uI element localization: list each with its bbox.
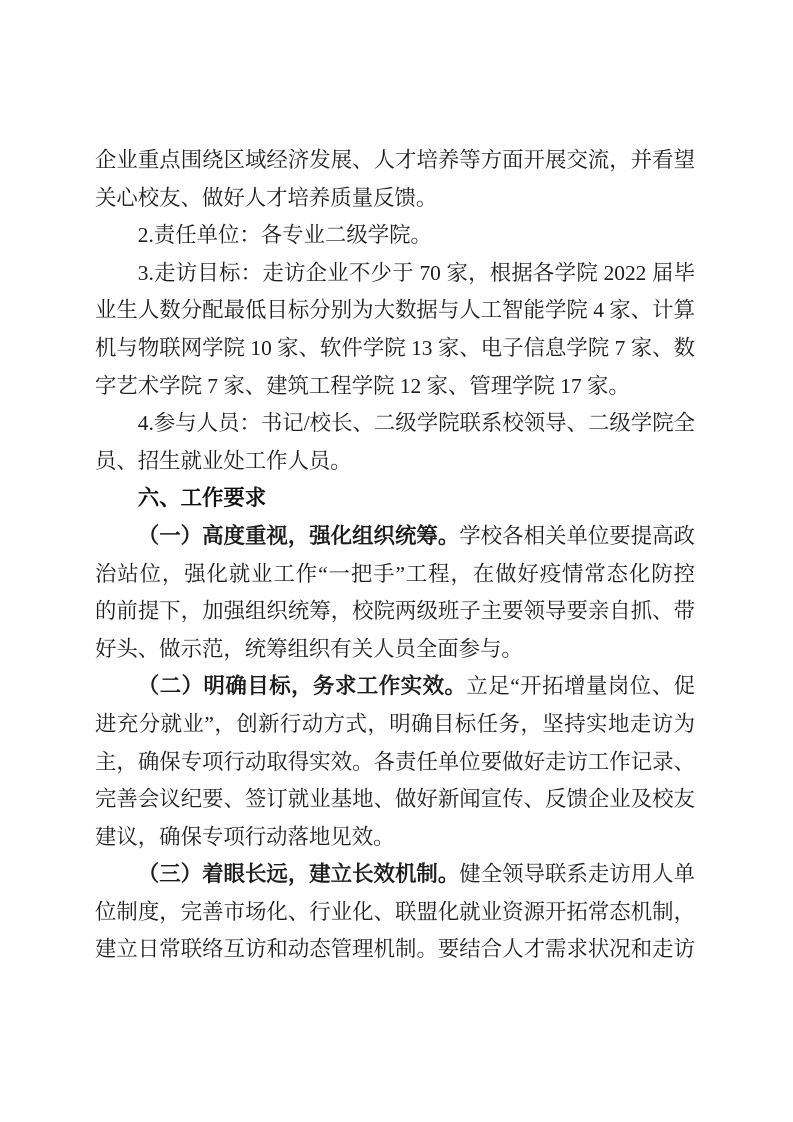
text-run: 学校各相关单位要提高政 <box>459 523 695 548</box>
text-line <box>95 856 695 894</box>
text-line <box>95 217 695 255</box>
text-run: 业生人数分配最低目标分别为大数据与人工智能学院 4 家、计算 <box>95 298 695 323</box>
text-run: 4.参与人员：书记/校长、二级学院联系校领导、二级学院全 <box>137 411 695 436</box>
bold-text-run: （三）着眼长远，建立长效机制。 <box>137 862 460 887</box>
text-run: 的前提下，加强组织统筹，校院两级班子主要领导要亲自抓、带 <box>95 599 695 624</box>
text-line <box>95 894 695 932</box>
text-line <box>95 142 695 180</box>
text-run: 完善会议纪要、签订就业基地、做好新闻宣传、反馈企业及校友 <box>95 787 695 812</box>
text-line <box>95 819 695 857</box>
text-line <box>95 368 695 406</box>
bold-text-run: 六、工作要求 <box>137 486 267 511</box>
text-run: 建立日常联络互访和动态管理机制。要结合人才需求状况和走访 <box>95 937 695 962</box>
text-line <box>95 405 695 443</box>
text-line <box>95 593 695 631</box>
text-line <box>95 556 695 594</box>
text-line <box>95 668 695 706</box>
text-line <box>95 180 695 218</box>
text-run: 企业重点围绕区域经济发展、人才培养等方面开展交流，并看望 <box>95 148 695 172</box>
para-item-3-visit-targets <box>95 255 695 405</box>
page-content <box>95 142 695 969</box>
bold-text-run: （二）明确目标，务求工作实效。 <box>137 674 467 699</box>
text-line <box>95 931 695 969</box>
text-run: 健全领导联系走访用人单 <box>459 862 695 887</box>
text-run: 好头、做示范，统筹组织有关人员全面参与。 <box>95 636 523 661</box>
text-line <box>95 781 695 819</box>
text-line <box>95 706 695 744</box>
para-item-2-responsible-units <box>95 217 695 255</box>
para-continuation-visit-exchange <box>95 142 695 217</box>
heading-section-6-work-requirements <box>95 480 695 518</box>
text-run: 字艺术学院 7 家、建筑工程学院 12 家、管理学院 17 家。 <box>95 373 630 398</box>
text-line <box>95 443 695 481</box>
text-run: 2.责任单位：各专业二级学院。 <box>137 223 432 248</box>
text-run: 关心校友、做好人才培养质量反馈。 <box>95 185 438 210</box>
text-line <box>95 330 695 368</box>
para-item-4-participants <box>95 405 695 480</box>
para-requirement-1-organization <box>95 518 695 668</box>
text-run: 建议，确保专项行动落地见效。 <box>95 824 395 849</box>
text-line <box>95 480 695 518</box>
para-requirement-3-long-term <box>95 856 695 969</box>
bold-text-run: （一）高度重视，强化组织统筹。 <box>137 523 460 548</box>
text-line <box>95 292 695 330</box>
text-run: 治站位，强化就业工作“一把手”工程，在做好疫情常态化防控 <box>95 561 695 586</box>
para-requirement-2-clear-goals <box>95 668 695 856</box>
text-run: 位制度，完善市场化、行业化、联盟化就业资源开拓常态机制， <box>95 899 695 924</box>
text-run: 3.走访目标：走访企业不少于 70 家，根据各学院 2022 届毕 <box>137 260 695 285</box>
text-run: 立足“开拓增量岗位、促 <box>466 674 695 699</box>
text-run: 机与物联网学院 10 家、软件学院 13 家、电子信息学院 7 家、数 <box>95 335 695 360</box>
text-line <box>95 255 695 293</box>
text-run: 进充分就业”，创新行动方式，明确目标任务，坚持实地走访为 <box>95 711 695 736</box>
text-line <box>95 518 695 556</box>
text-line <box>95 631 695 669</box>
text-line <box>95 744 695 782</box>
text-run: 员、招生就业处工作人员。 <box>95 448 352 473</box>
text-run: 主，确保专项行动取得实效。各责任单位要做好走访工作记录、 <box>95 749 695 774</box>
